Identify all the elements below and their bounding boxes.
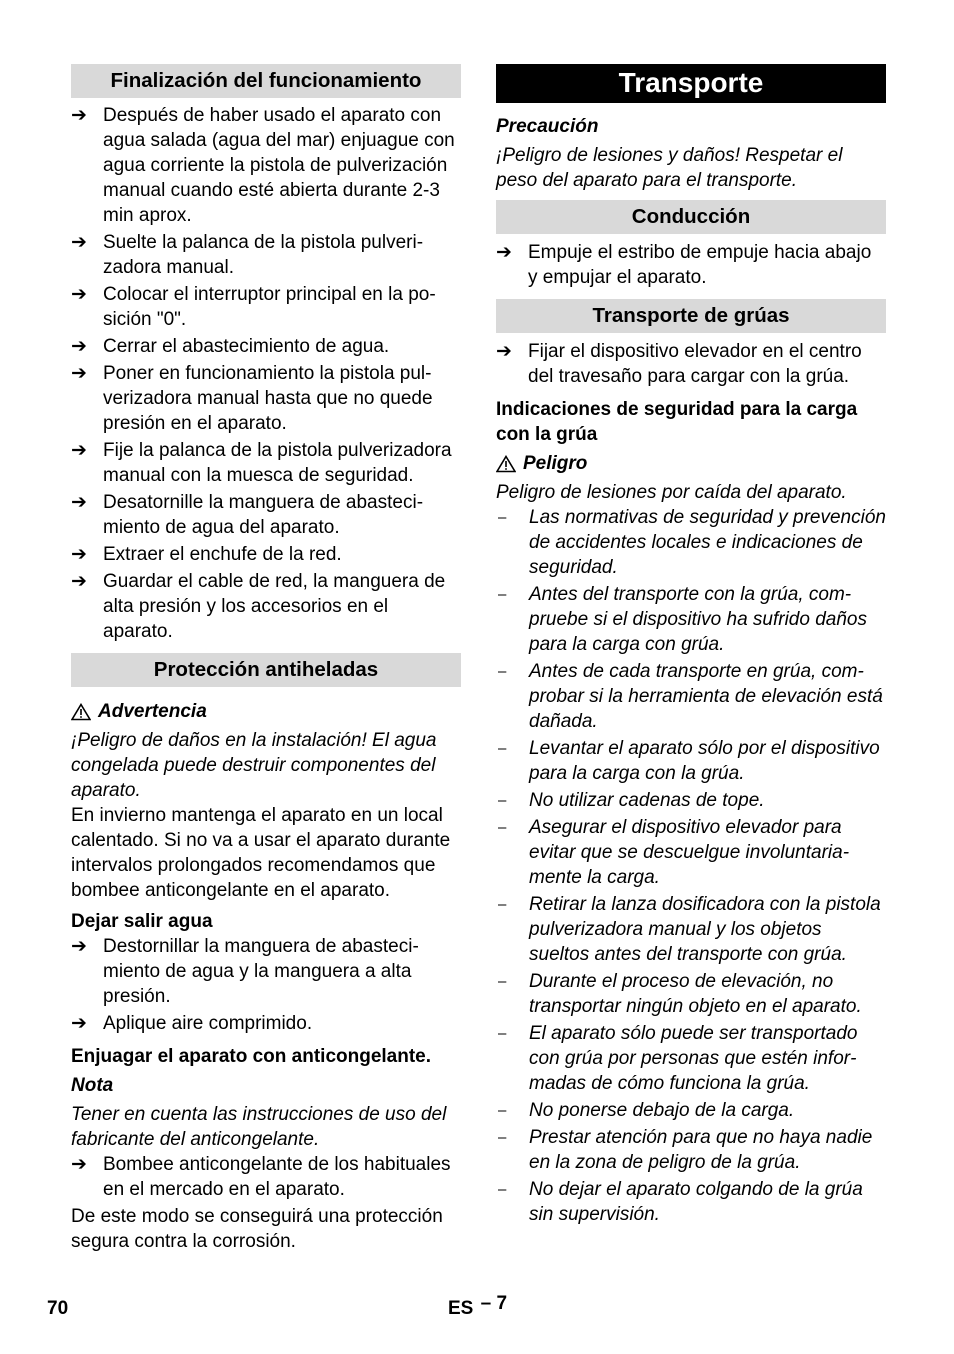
dash-marker: – (498, 792, 507, 809)
rule-text: Retirar la lanza dosificadora con la pistola pulverizadora manual y los objetos sueltos antes del transporte con grúa. (529, 894, 881, 965)
step-text: Desatornille la manguera de abastecimiento de agua del aparato. (103, 492, 424, 538)
danger-label: Peligro (523, 453, 588, 474)
heading-proteccion: Protección antiheladas (71, 653, 461, 687)
step-text: Colocar el interruptor principal en la posición "0". (103, 284, 436, 330)
arrow-icon: ➔ (71, 1154, 87, 1175)
step-text: Destornillar la manguera de abastecimiento de agua y la manguera a alta presión. (103, 936, 419, 1007)
crane-step-text: Fijar el dispositivo elevador en el centro del travesaño para cargar con la grúa. (528, 341, 862, 387)
rule-item (496, 582, 886, 657)
arrow-icon: ➔ (71, 440, 87, 461)
right-column (496, 64, 886, 1227)
warning-heading (71, 699, 461, 724)
heading-transporte-gruas: Transporte de grúas (496, 299, 886, 333)
arrow-icon: ➔ (71, 936, 87, 957)
rule-text: No ponerse debajo de la carga. (529, 1100, 795, 1121)
arrow-icon: ➔ (71, 105, 87, 126)
step-item (71, 490, 461, 540)
step-text: Poner en funcionamiento la pistola pulverizadora manual hasta que no quede presión en el aparato. (103, 363, 433, 434)
arrow-icon: ➔ (71, 232, 87, 253)
dash-marker: – (498, 740, 507, 757)
rule-text: No dejar el aparato colgando de la grúa sin supervisión. (529, 1179, 863, 1225)
rule-item (496, 892, 886, 967)
arrow-icon: ➔ (71, 284, 87, 305)
step-item (71, 361, 461, 436)
rule-text: El aparato sólo puede ser transportado con grúa por personas que estén informadas de cómo funciona la grúa. (529, 1023, 858, 1094)
heading-conduccion: Conducción (496, 200, 886, 234)
step-text: Guardar el cable de red, la manguera de alta presión y los accesorios en el aparato. (103, 571, 446, 642)
warning-label: Advertencia (98, 701, 207, 722)
rule-item (496, 815, 886, 890)
arrow-icon: ➔ (496, 242, 512, 263)
rinse-step (71, 1152, 461, 1202)
dash-marker: – (498, 819, 507, 836)
note-label: Nota (71, 1075, 114, 1096)
arrow-icon: ➔ (71, 336, 87, 357)
dash-marker: – (498, 509, 507, 526)
step-item (71, 230, 461, 280)
drive-step-text: Empuje el estribo de empuje hacia abajo y empujar el aparato. (528, 242, 872, 288)
rinse-end-text: De este modo se conseguirá una protección segura contra la corrosión. (71, 1206, 443, 1252)
rule-item (496, 1125, 886, 1175)
step-item (71, 1011, 461, 1036)
dash-marker: – (498, 1025, 507, 1042)
step-text: Fije la palanca de la pistola pulverizadora manual con la muesca de seguridad. (103, 440, 452, 486)
caution-text: ¡Peligro de lesiones y daños! Respetar el peso del aparato para el transporte. (496, 145, 843, 191)
rule-text: Las normativas de seguridad y prevención de accidentes locales e indicaciones de seguridad. (529, 507, 886, 578)
rule-item (496, 969, 886, 1019)
safety-rules-list (496, 505, 886, 1227)
crane-step (496, 339, 886, 389)
dash-marker: – (498, 586, 507, 603)
rule-text: Asegurar el dispositivo elevador para evitar que se descuelgue involuntariamente la carga. (529, 817, 850, 888)
rinse-step-text: Bombee anticongelante de los habituales en el mercado en el aparato. (103, 1154, 451, 1200)
warning-triangle-icon (496, 455, 516, 473)
heading-transporte: Transporte (496, 64, 886, 103)
heading-enjuagar: Enjuagar el aparato con anticongelante. (71, 1046, 432, 1067)
dash-marker: – (498, 1102, 507, 1119)
step-item (71, 934, 461, 1009)
rule-item (496, 736, 886, 786)
heading-dejar-salir-agua: Dejar salir agua (71, 911, 213, 932)
step-text: Cerrar el abastecimiento de agua. (103, 336, 390, 357)
dash-marker: – (498, 1129, 507, 1146)
rule-text: Prestar atención para que no haya nadie en la zona de peligro de la grúa. (529, 1127, 873, 1173)
heading-indicaciones-seguridad: Indicaciones de seguridad para la carga con la grúa (496, 399, 858, 445)
frost-text: En invierno mantenga el aparato en un local calentado. Si no va a usar el aparato durante intervalos prolongados recomendamos que bombee anticongelante en el aparato. (71, 805, 451, 901)
step-text: Después de haber usado el aparato con agua salada (agua del mar) enjuague con agua corriente la pistola de pulverización manual cuando esté abierta durante 2-3 min aprox. (103, 105, 455, 226)
arrow-icon: ➔ (71, 1013, 87, 1034)
warning-text: ¡Peligro de daños en la instalación! El agua congelada puede destruir componentes del aparato. (71, 730, 437, 801)
step-item (71, 282, 461, 332)
caution-label: Precaución (496, 116, 599, 137)
rule-item (496, 659, 886, 734)
step-item (71, 569, 461, 644)
rule-text: Antes del transporte con la grúa, compruebe si el dispositivo ha sufrido daños para la carga con grúa. (529, 584, 867, 655)
left-column (71, 64, 461, 1254)
rule-text: Antes de cada transporte en grúa, comprobar si la herramienta de elevación está dañada. (529, 661, 883, 732)
rule-text: Durante el proceso de elevación, no transportar ningún objeto en el aparato. (529, 971, 862, 1017)
arrow-icon: ➔ (71, 363, 87, 384)
page-number: 70 (47, 1298, 69, 1319)
step-text: Aplique aire comprimido. (103, 1013, 313, 1034)
footer-dash: – (480, 1293, 492, 1314)
dash-marker: – (498, 973, 507, 990)
footer-lang (448, 1293, 508, 1320)
dash-marker: – (498, 896, 507, 913)
rule-item (496, 788, 886, 813)
rule-text: No utilizar cadenas de tope. (529, 790, 765, 811)
arrow-icon: ➔ (71, 571, 87, 592)
step-item (71, 103, 461, 228)
drive-step (496, 240, 886, 290)
danger-text: Peligro de lesiones por caída del aparato. (496, 482, 847, 503)
step-text: Suelte la palanca de la pistola pulverizadora manual. (103, 232, 424, 278)
rule-item (496, 1021, 886, 1096)
drain-steps-list (71, 934, 461, 1036)
arrow-icon: ➔ (496, 341, 512, 362)
warning-triangle-icon (71, 703, 91, 721)
heading-finalizacion: Finalización del funcionamiento (71, 64, 461, 98)
rule-text: Levantar el aparato sólo por el dispositivo para la carga con la grúa. (529, 738, 880, 784)
dash-marker: – (498, 1181, 507, 1198)
footer-lang-code: ES (448, 1298, 474, 1319)
step-item (71, 438, 461, 488)
rule-item (496, 1098, 886, 1123)
danger-heading (496, 451, 886, 476)
arrow-icon: ➔ (71, 492, 87, 513)
final-steps-list (71, 103, 461, 644)
step-item (71, 542, 461, 567)
footer-sub-page: 7 (496, 1293, 508, 1314)
note-text: Tener en cuenta las instrucciones de uso del fabricante del anticongelante. (71, 1104, 447, 1150)
step-text: Extraer el enchufe de la red. (103, 544, 342, 565)
rule-item (496, 505, 886, 580)
step-item (71, 334, 461, 359)
rule-item (496, 1177, 886, 1227)
dash-marker: – (498, 663, 507, 680)
arrow-icon: ➔ (71, 544, 87, 565)
